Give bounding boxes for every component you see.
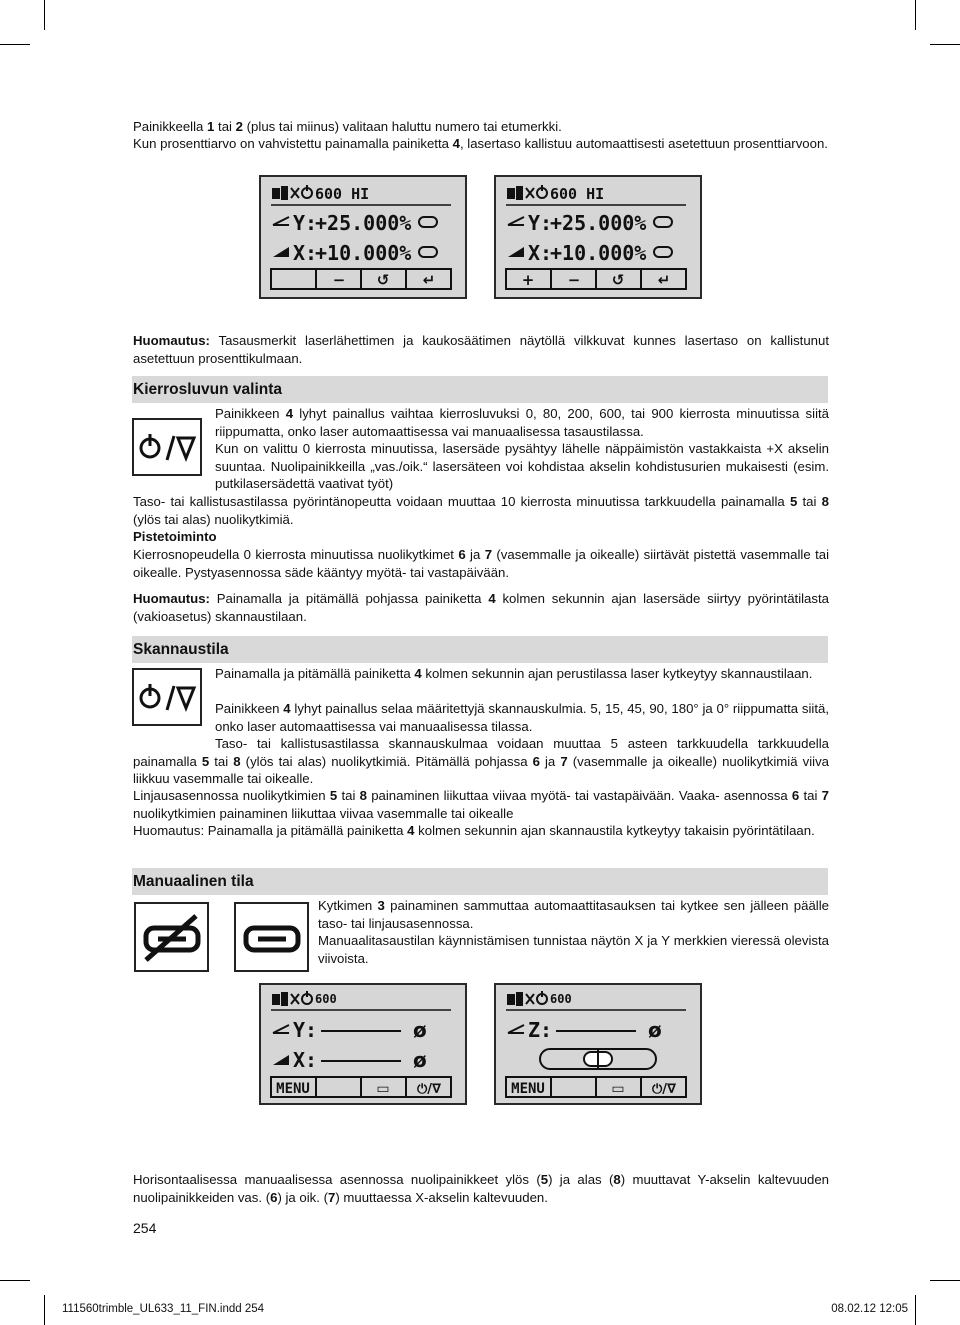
footer-date: 08.02.12 12:05 [831, 1303, 908, 1315]
x-label: X: [293, 241, 318, 265]
softkey-menu: MENU [276, 1081, 310, 1097]
lcd-display-plus-minus [494, 175, 702, 299]
y-label: Y: [528, 211, 553, 235]
manual-indicator: ø [413, 1048, 427, 1072]
status-text: 600 [550, 992, 572, 1006]
x-value: +10.000% [550, 241, 647, 265]
section-heading-manual: Manuaalinen tila [132, 868, 828, 895]
scan-paragraph-4: Linjausasennossa nuolikytkimien 5 tai 8 painaminen liikuttaa viivaa myötä- tai vastapäivään. Vaaka- asennossa 6 tai 7 nuolikytkimien painaminen liikuttaa viivaa vasemmalle tai oikealle [133, 788, 829, 821]
intro-line-2: Kun prosenttiarvo on vahvistettu painamalla painiketta 4, lasertaso kallistuu automaattisesti asetettuun prosenttiarvoon. [133, 136, 828, 151]
tilt-y-icon [273, 1025, 289, 1033]
lcd-display-manual-xy [259, 983, 467, 1105]
manual-level-on-icon [234, 902, 309, 972]
status-icons [273, 185, 312, 199]
auto-level-icon [419, 247, 437, 257]
lcd-display-manual-z [494, 983, 702, 1105]
note-paragraph: Huomautus: Tasausmerkit laserlähettimen ja kaukosäätimen näytöllä vilkkuvat kunnes lasertaso on kallistunut asetettuun prosenttikulmaan. [133, 333, 829, 366]
lcd-screen [496, 177, 700, 297]
manual-indicator: ø [648, 1018, 662, 1042]
scan-key-icon [132, 668, 202, 726]
rotation-scan-key-icon [132, 418, 202, 476]
softkey-power-scan: ⏻/∇ [416, 1082, 442, 1097]
status-text: 600 HI [315, 185, 370, 203]
softkey-auto-level: ▭ [376, 1081, 390, 1097]
softkey-enter: ↵ [422, 271, 436, 289]
manual-indicator: ø [413, 1018, 427, 1042]
crop-mark [915, 0, 916, 30]
lcd-screen [496, 985, 700, 1103]
lcd-display-minus-only [259, 175, 467, 299]
y-label: Y: [293, 211, 318, 235]
manual-paragraph-2: Manuaalitasaustilan käynnistämisen tunnistaa näytön X ja Y merkkien vieressä olevista viivoista. [318, 933, 829, 966]
section-heading-speed: Kierrosluvun valinta [132, 376, 828, 403]
section-heading-scan: Skannaustila [132, 636, 828, 663]
softkey-undo: ↺ [376, 271, 390, 289]
crop-mark [44, 0, 45, 30]
scan-paragraph-5: Huomautus: Painamalla ja pitämällä painiketta 4 kolmen sekunnin ajan skannaustila kytkeytyy takaisin pyörintätilaan. [133, 823, 815, 838]
crop-mark [0, 44, 30, 45]
crop-mark [930, 44, 960, 45]
tilt-y-icon [273, 217, 289, 225]
speed-paragraph-3: Taso- tai kallistusastilassa pyörintänopeutta voidaan muuttaa 10 kierrosta minuutissa tarkkuudella painamalla 5 tai 8 (ylös tai alas) nuolikytkimiä. [133, 494, 829, 527]
crop-mark [44, 1295, 45, 1325]
speed-paragraph-1: Painikkeen 4 lyhyt painallus vaihtaa kierrosluvuksi 0, 80, 200, 600, tai 900 kierrosta minuutissa siitä riippumatta, onko laser automaattisessa vai manuaalisessa tasaustilassa. [215, 406, 829, 439]
x-value: +10.000% [315, 241, 412, 265]
tilt-z-icon [508, 1025, 524, 1033]
auto-level-crossed-icon [136, 904, 207, 970]
auto-level-icon [654, 247, 672, 257]
z-label: Z: [528, 1018, 553, 1042]
softkey-minus: − [332, 271, 346, 289]
page-number: 254 [133, 1220, 157, 1236]
manual-level-off-icon [134, 902, 209, 972]
crop-mark [930, 1280, 960, 1281]
speed-note: Huomautus: Painamalla ja pitämällä pohjassa painiketta 4 kolmen sekunnin ajan lasersäde siirtyy pyörintätilasta (vakioasetus) skannaustilaan. [133, 591, 829, 624]
lcd-screen [261, 985, 465, 1103]
status-icons [273, 991, 312, 1005]
auto-level-icon [419, 217, 437, 227]
footer-filename: 111560trimble_UL633_11_FIN.indd 254 [62, 1303, 265, 1315]
auto-level-icon [654, 217, 672, 227]
auto-level-icon [236, 904, 307, 970]
softkey-minus: − [567, 271, 581, 289]
softkey-auto-level: ▭ [611, 1081, 625, 1097]
power-scan-icon [134, 420, 200, 474]
softkey-power-scan: ⏻/∇ [651, 1082, 677, 1097]
softkey-menu: MENU [511, 1081, 545, 1097]
status-text: 600 [315, 992, 337, 1006]
y-label: Y: [293, 1018, 318, 1042]
intro-line-1: Painikkeella 1 tai 2 (plus tai miinus) valitaan haluttu numero tai etumerkki. [133, 119, 562, 134]
subheading-point-mode: Pistetoiminto [133, 529, 217, 544]
softkey-undo: ↺ [611, 271, 625, 289]
status-icons [508, 991, 547, 1005]
y-value: +25.000% [550, 211, 647, 235]
power-scan-icon [134, 670, 200, 724]
speed-paragraph-2: Kun on valittu 0 kierrosta minuutissa, lasersäde pysähtyy lähelle näppäimistön vastakkaista +X akselin suuntaa. Nuolipainikkeilla „vas./oik.“ lasersäteen voi kohdistaa akselin kohdistusurien mukaisesti (esim. putkilasersädettä vaativat työt) [215, 441, 829, 491]
softkey-enter: ↵ [657, 271, 671, 289]
softkey-plus: + [521, 271, 535, 289]
x-label: X: [293, 1048, 318, 1072]
level-bubble-icon [540, 1049, 656, 1069]
scan-paragraph-2: Painikkeen 4 lyhyt painallus selaa määritettyjä skannauskulmia. 5, 15, 45, 90, 180° ja 0° riippumatta siitä, onko laser automaattisessa vai manuaalisessa tilassa. [215, 701, 829, 734]
tilt-x-icon [508, 247, 524, 257]
crop-mark [0, 1280, 30, 1281]
y-value: +25.000% [315, 211, 412, 235]
crop-mark [915, 1295, 916, 1325]
tilt-y-icon [508, 217, 524, 225]
status-icons [508, 185, 547, 199]
scan-paragraph-1: Painamalla ja pitämällä painiketta 4 kolmen sekunnin ajan perustilassa laser kytkeytyy skannaustilaan. [215, 666, 813, 681]
x-label: X: [528, 241, 553, 265]
speed-paragraph-4: Kierrosnopeudella 0 kierrosta minuutissa nuolikytkimet 6 ja 7 (vasemmalle ja oikealle) siirtävät pistettä vasemmalle tai oikealle. Pystyasennossa säde kääntyy myötä- tai vastapäivään. [133, 547, 829, 580]
tilt-x-icon [273, 247, 289, 257]
manual-paragraph-1: Kytkimen 3 painaminen sammuttaa automaattitasauksen tai kytkee sen jälleen päälle taso- tai linjausasennossa. [318, 898, 829, 931]
status-text: 600 HI [550, 185, 605, 203]
scan-paragraph-3: Taso- tai kallistusastilassa skannauskulmaa voidaan muuttaa 5 asteen tarkkuudella tarkkuudella painamalla 5 tai 8 (ylös tai alas) nuolikytkimiä. Pitämällä pohjassa 6 ja 7 (vasemmalle ja oikealle) nuolikytkimiä viiva liikkuu vasemmalle tai oikealle. [133, 736, 830, 786]
lcd-screen [261, 177, 465, 297]
closing-paragraph: Horisontaalisessa manuaalisessa asennossa nuolipainikkeet ylös (5) ja alas (8) muuttavat Y-akselin kaltevuuden nuolipainikkeiden vas. (6) ja oik. (7) muuttaessa X-akselin kaltevuuden. [133, 1172, 829, 1205]
tilt-x-icon [273, 1055, 289, 1065]
